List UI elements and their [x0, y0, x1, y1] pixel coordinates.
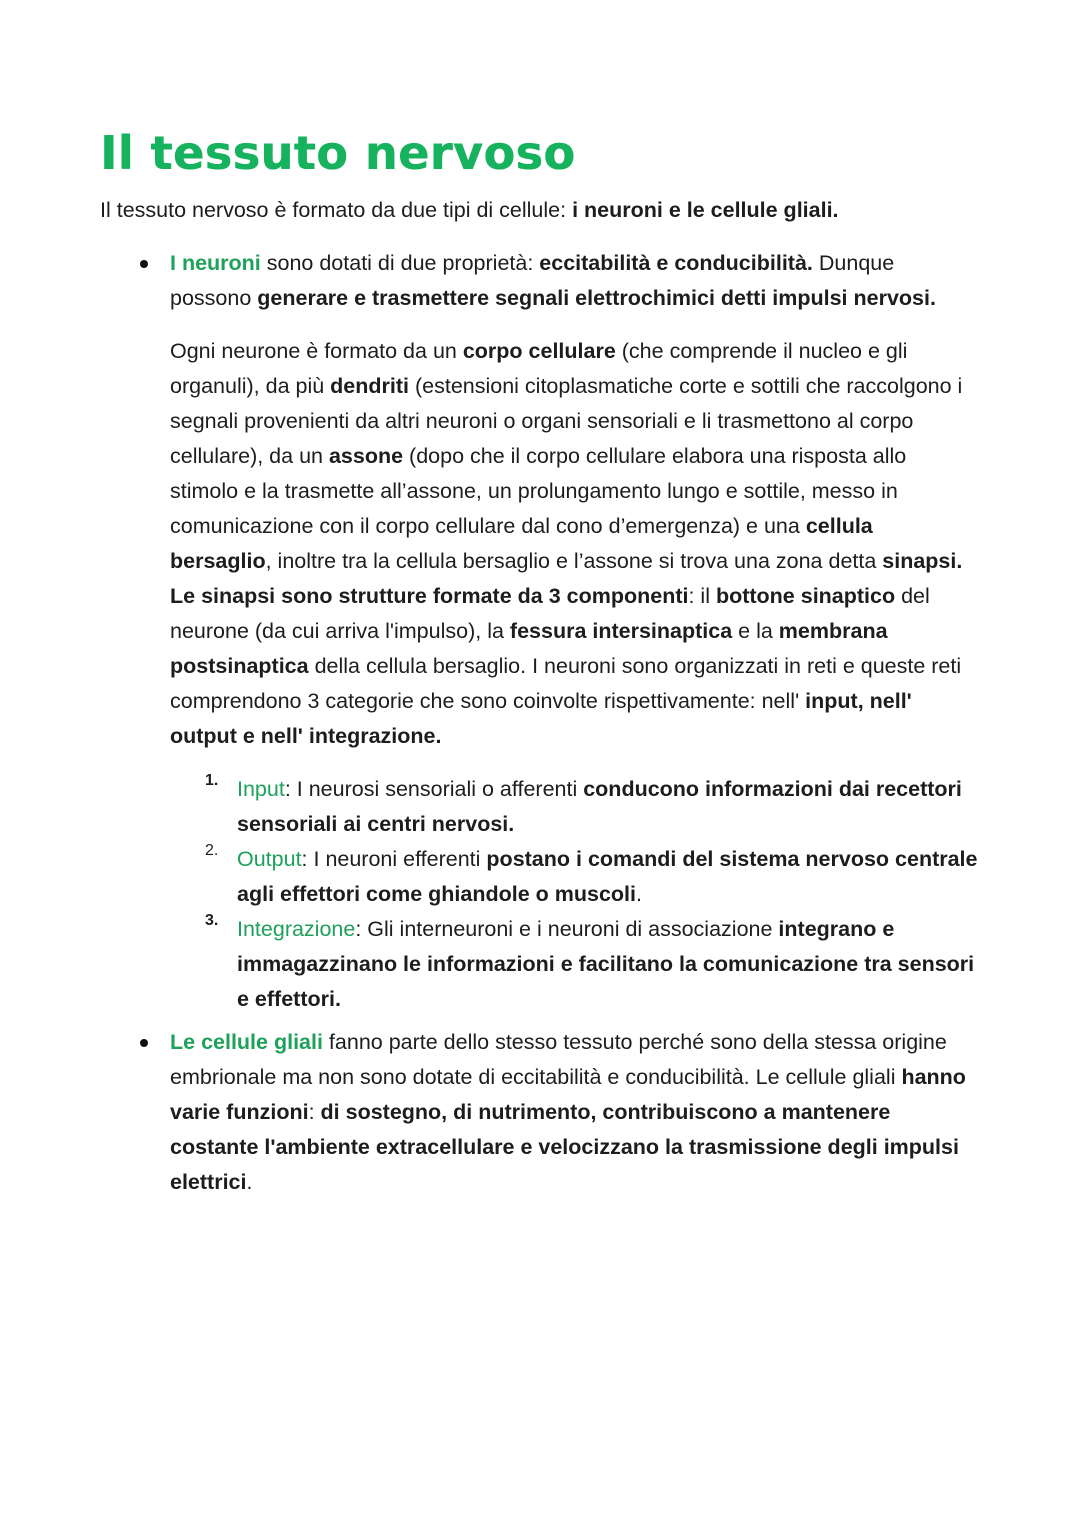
- bullet-text: [170, 246, 980, 316]
- bold-text: di sostegno, di nutrimento, contribuiscono a mantenere costante l'ambiente extracellulare e velocizzano la trasmissione degli impulsi elettrici: [170, 1099, 959, 1194]
- text-run: della cellula bersaglio. I neuroni sono organizzati in reti e queste reti comprendono 3 categorie che sono coinvolte rispettivamente: nell': [170, 653, 962, 713]
- bullet-icon: [140, 260, 148, 268]
- bold-text: cellula bersaglio: [170, 513, 873, 573]
- list-text: [237, 772, 980, 842]
- list-item: [205, 772, 980, 842]
- bold-text: .: [806, 250, 813, 275]
- bold-text: sinapsi. Le sinapsi sono strutture formate da 3 componenti: [170, 548, 963, 608]
- text-run: : I neuroni efferenti: [301, 846, 487, 871]
- text-run: Dunque possono: [170, 250, 895, 310]
- text-run: , inoltre tra la cellula bersaglio e l’assone si trova una zona detta: [265, 548, 883, 573]
- list-number: 1.: [205, 771, 219, 789]
- list-item: [205, 842, 980, 912]
- paragraph: [100, 193, 980, 228]
- bold-text: generare e trasmettere segnali elettrochimici detti impulsi nervosi.: [257, 285, 936, 310]
- bullet-icon: [140, 1039, 148, 1047]
- bold-text: dendriti: [330, 373, 410, 398]
- bold-text: fessura intersinaptica: [509, 618, 733, 643]
- paragraph: [170, 334, 980, 754]
- text-run: : I neurosi sensoriali o afferenti: [284, 776, 584, 801]
- list-item: [205, 912, 980, 1017]
- text-run: Ogni neurone è formato da un: [170, 338, 463, 363]
- text-run: :: [308, 1099, 321, 1124]
- list-text: [237, 912, 980, 1017]
- list-number: 3.: [205, 911, 219, 929]
- text-run: (che comprende il nucleo e gli organuli), da più: [170, 338, 908, 398]
- bold-text: corpo cellulare: [462, 338, 616, 363]
- bold-text: hanno varie funzioni: [170, 1064, 966, 1124]
- text-run: fanno parte dello stesso tessuto perché sono della stessa origine embrionale ma non sono dotate di eccitabilità e conducibilità. Le cellule gliali: [170, 1029, 947, 1089]
- text-run: : Gli interneuroni e i neuroni di associazione: [355, 916, 779, 941]
- highlighted-term: Input: [237, 776, 285, 801]
- bold-text: assone: [328, 443, 404, 468]
- text-run: e la: [732, 618, 779, 643]
- highlighted-term: I neuroni: [170, 250, 261, 275]
- highlighted-term: Integrazione: [237, 916, 356, 941]
- page-title: Il tessuto nervoso: [100, 126, 576, 180]
- list-number: 2.: [205, 841, 219, 859]
- bold-text: membrana postsinaptica: [170, 618, 888, 678]
- highlighted-term: Le cellule gliali: [170, 1029, 323, 1054]
- numbered-list: [205, 772, 980, 1017]
- text-run: (dopo che il corpo cellulare elabora una risposta allo stimolo e la trasmette all’assone, un prolungamento lungo e sottile, messo in comunicazione con il corpo cellulare dal cono d’emergenza) e una: [170, 443, 907, 538]
- bold-text: input, nell' output e nell' integrazione.: [170, 688, 912, 748]
- bullet-item: [100, 246, 980, 316]
- text-run: : il: [688, 583, 716, 608]
- highlighted-term: Output: [237, 846, 302, 871]
- text-run: .: [246, 1169, 253, 1194]
- bold-text: eccitabilità e conducibilità: [539, 250, 807, 275]
- text-run: del neurone (da cui arriva l'impulso), la: [170, 583, 930, 643]
- text-run: (estensioni citoplasmatiche corte e sottili che raccolgono i segnali provenienti da altri neuroni o organi sensoriali e li trasmettono al corpo cellulare), da un: [170, 373, 963, 468]
- bold-text: bottone sinaptico: [715, 583, 896, 608]
- bold-text: conducono informazioni dai recettori sensoriali ai centri nervosi.: [237, 776, 962, 836]
- list-text: [237, 842, 980, 912]
- bold-text: i neuroni e le cellule gliali.: [572, 197, 839, 222]
- document-body: [100, 193, 980, 1200]
- text-run: .: [636, 881, 642, 906]
- bullet-text: [170, 1025, 980, 1200]
- text-run: sono dotati di due proprietà:: [260, 250, 540, 275]
- bold-text: integrano e immagazzinano le informazioni e facilitano la comunicazione tra sensori e effettori.: [237, 916, 975, 1011]
- bold-text: postano i comandi del sistema nervoso centrale agli effettori come ghiandole o muscoli: [237, 846, 978, 906]
- bullet-item: [100, 1025, 980, 1200]
- text-run: Il tessuto nervoso è formato da due tipi di cellule:: [100, 197, 573, 222]
